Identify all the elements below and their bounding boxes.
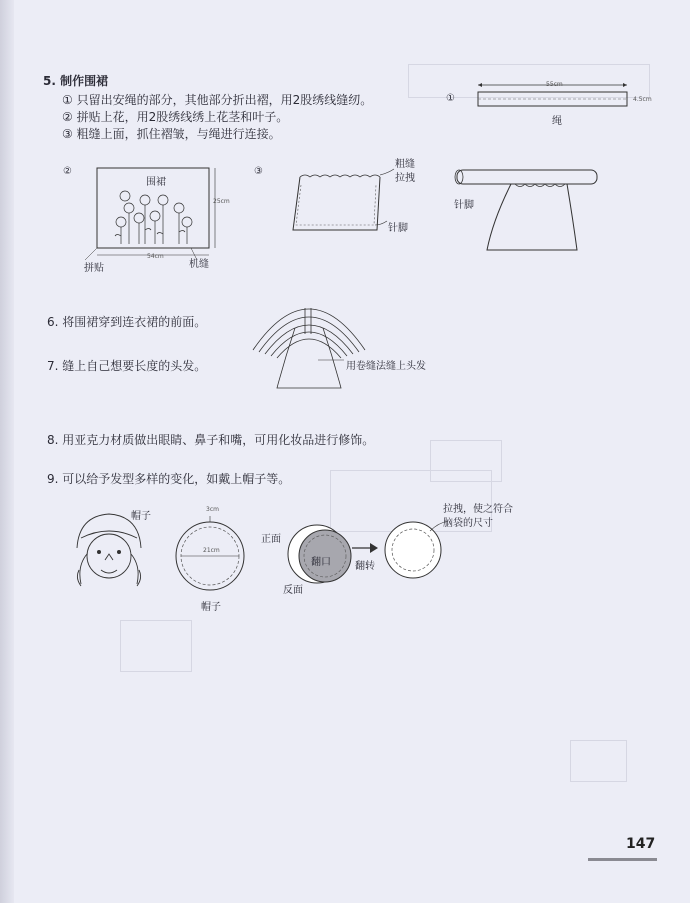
instruction-step: ① 只留出安绳的部分，其他部分折出褶，用2股绣线缝纫。 xyxy=(62,93,373,107)
dimension-label: 3cm xyxy=(206,506,219,513)
figure-label: 针脚 xyxy=(454,200,474,211)
figure-label: 针脚 xyxy=(388,223,408,234)
figure-note: 用卷缝法缝上头发 xyxy=(346,361,426,372)
figure-label: 正面 xyxy=(261,534,281,545)
figure-label: 拉拽 xyxy=(395,173,415,184)
figure-label: 帽子 xyxy=(201,602,221,613)
figure-note: 脑袋的尺寸 xyxy=(443,518,493,529)
hair-figure xyxy=(245,288,375,398)
leader-line xyxy=(318,354,348,364)
figure-title: 围裙 xyxy=(146,177,166,188)
page-number-rule xyxy=(588,858,657,861)
dimension-label: 54cm xyxy=(147,253,164,260)
basting-figure xyxy=(285,165,395,240)
instruction-step: ② 拼贴上花，用2股绣线绣上花茎和叶子。 xyxy=(62,110,289,124)
dimension-label: 55cm xyxy=(546,81,563,88)
instruction-step: 7. 缝上自己想要长度的头发。 xyxy=(47,359,207,373)
figure-marker: ② xyxy=(63,166,72,177)
bleed-box xyxy=(570,740,627,782)
figure-label: 机缝 xyxy=(189,259,209,270)
instruction-step: 8. 用亚克力材质做出眼睛、鼻子和嘴，可用化妆品进行修饰。 xyxy=(47,433,375,447)
figure-label: 粗缝 xyxy=(395,159,415,170)
dimension-label: 25cm xyxy=(213,198,230,205)
turned-circle-figure xyxy=(378,515,448,585)
section-heading: 5. 制作围裙 xyxy=(43,74,109,88)
figure-label: 反面 xyxy=(283,585,303,596)
figure-label: 翻口 xyxy=(311,557,331,568)
figure-caption: 绳 xyxy=(552,116,562,127)
instruction-step: 6. 将围裙穿到连衣裙的前面。 xyxy=(47,315,207,329)
arrow-right-icon xyxy=(350,540,380,556)
figure-note: 拉拽，使之符合 xyxy=(443,504,513,515)
instruction-step: 9. 可以给予发型多样的变化，如戴上帽子等。 xyxy=(47,472,291,486)
figure-label: 拼贴 xyxy=(84,263,104,274)
hat-circle-figure xyxy=(170,512,250,597)
doll-with-hat-figure xyxy=(65,510,155,595)
book-binding-shadow xyxy=(0,0,14,903)
figure-label: 帽子 xyxy=(131,511,151,522)
instruction-step: ③ 粗缝上面，抓住褶皱，与绳进行连接。 xyxy=(62,127,281,141)
dimension-label: 21cm xyxy=(203,547,220,554)
figure-label: 翻转 xyxy=(355,561,375,572)
page-number: 147 xyxy=(626,836,656,852)
figure-marker: ③ xyxy=(254,166,263,177)
figure-marker: ① xyxy=(446,93,455,104)
bleed-box xyxy=(120,620,192,672)
dimension-label: 4.5cm xyxy=(633,96,652,103)
